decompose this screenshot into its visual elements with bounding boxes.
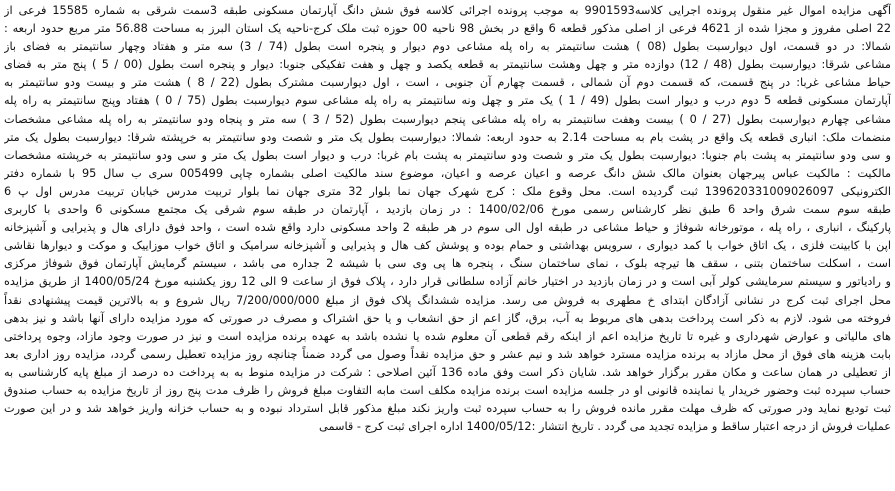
notice-line: مشاعی شرقا: دیوارسبت بطول (48 / 12) دوازده متر و چهل وهشت سانتیمتر به قطعه یکصد و چهل و هفت تفکیکی جنوبا: دیوار و پنجره است بطول (00 / 5 ) پنج متر به فضای	[4, 58, 891, 72]
notice-line: حساب سپرده ثبت وحضور خریدار یا نماینده قانونی او در جلسه مزایده است برنده مزایده مکلف است مابه التفاوت مبلغ فروش را ظرف مدت پنج روز از تاریخ مزایده به حساب صندوق	[4, 383, 891, 397]
notice-line: است ، اسکلت ساختمان بتنی ، سقف ها تیرچه بلوک ، نمای ساختمان سنگ ، پنجره ها پی وی سی با شیشه 2 جداره می باشد ، سیستم گرمایش آپارتمان فوق شوفاژ مرکزی	[4, 257, 891, 271]
notice-line: 22 اصلی مفروز و مجزا شده از 4621 فرعی از اصلی مذکور قطعه 6 واقع در بخش 98 ناحیه 00 حوزه ثبت ملک کرج-ناحیه یک استان البرز به مساحت 56.88 متر مربع حدود اربعه :	[4, 22, 891, 36]
notice-line: ثبت تودیع نماید ودر صورتی که ظرف مهلت مقرر مانده فروش را به حساب سپرده ثبت واریز نکند مبلغ مذکور قابل استرداد نبوده و به حساب خزانه واریز خواهد شد و در این صورت	[4, 402, 891, 416]
notice-line: آپارتمان مسکونی قطعه 5 دوم درب و دیوار است بطول (49 / 1 ) یک متر و چهل ونه سانتیمتر به راه پله مشاعی سوم دیوارسبت بطول (75 / 0 ) هفتاد وپنج سانتیمتر به راه پله	[4, 94, 891, 108]
notice-line: طبقه سوم سمت شرق واحد 6 طبق نظر کارشناس رسمی مورخ 1400/02/06 : در زمان بازدید ، آپارتمان در طبقه سوم شرقی یک مجتمع مسکونی 6 واحدی با کاربری	[4, 203, 891, 217]
notice-line: آگهی مزایده اموال غیر منقول پرونده اجرایی کلاسه9901593 به موجب پرونده اجرائی کلاسه فوق شش دانگ آپارتمان مسکونی طبقه 3سمت شرقی به شماره 15585 فرعی از	[4, 4, 891, 17]
notice-line: فروخته می شود. لازم به ذکر است پرداخت بدهی های مربوط به آب، برق، گاز اعم از حق انشعاب و یا حق اشتراک و مصرف در صورتی که مورد مزایده دارای آنها باشد و نیز بدهی	[4, 311, 891, 325]
notice-line: شمالا: در دو قسمت، اول دیوارسبت بطول (08 ) هشت سانتیمتر به راه پله مشاعی دوم دیوار و پنجره است بطول (74 / 3) سه متر و هفتاد وچهار سانتیمتر به فضای باز	[4, 40, 891, 54]
notice-line: پارکینگ ، انباری ، راه پله ، موتورخانه شوفاژ و حیاط مشاعی در طبقه اول الی سوم در هر طبقه 2 واحد مسکونی دارد واقع شده است ، واحد فوق دارای هال و پذیرایی و آشپزخانه	[4, 221, 891, 235]
notice-line: اپن با کابینت فلزی ، یک اتاق خواب با کمد دیواری ، سرویس بهداشتی و حمام بوده و پوشش کف هال و پذیرایی و آشپزخانه سرامیک و اتاق خواب موزاییک و موکت و دیوارها نقاشی	[4, 239, 891, 253]
notice-line: عملیات فروش از درجه اعتبار ساقط و مزایده تجدید می گردد . تاریخ انتشار :1400/05/12 اداره اجرای ثبت کرج - قاسمی	[319, 420, 891, 434]
notice-line: مشاعی چهارم دیوارسبت بطول (27 / 0 ) بیست وهفت سانتیمتر به راه پله مشاعی پنجم دیوارسبت بطول (52 / 3 ) سه متر و پنجاه ودو سانتیمتر به راه پله مشاعی مشخصات	[4, 112, 891, 126]
notice-line: مالکیت : مالکیت عباس پیرجهان بعنوان مالک شش دانگ عرصه و اعیان عرصه و اعیان، موضوع سند مالکیت اصلی بشماره چاپی 005499 سری ب سال 95 با شماره دفتر	[4, 166, 891, 180]
notice-line: از تعطیلی در همان ساعت و مکان مقرر برگزار خواهد شد. شایان ذکر است وفق ماده 136 آئین اصلاحی : شرکت در مزایده منوط به به پرداخت ده درصد از مبلغ پایه کارشناسی به	[4, 365, 891, 379]
notice-line: و رادیاتور و سیستم سرمایشی کولر آبی است و در زمان بازدید در اختیار خانم آزاده سلطانی قرار دارد ، پلاک فوق از ساعت 9 الی 12 روز یکشنبه مورخ 1400/05/24 از طریق مزایده	[4, 275, 891, 289]
notice-line: های مالیاتی و عوارض شهرداری و غیره تا تاریخ مزایده اعم از اینکه رقم قطعی آن معلوم شده یا نشده باشد به عهده برنده مزایده است و نیز در صورت وجود مازاد، وجوه پرداختی	[4, 329, 891, 343]
notice-line: بابت هزینه های فوق از محل مازاد به برنده مزایده مسترد خواهد شد و نیم عشر و حق مزایده نقداً وصول می گردد ضمناً چنانچه روز مزایده تعطیل رسمی گردد، مزایده روز اداری بعد	[4, 347, 891, 361]
notice-line: الکترونیکی 139620331009026097 ثبت گردیده است. محل وقوع ملک : کرج شهرک جهان نما بلوار 32 متری جهان نما بلوار تربیت مدرس خیابان تربیت مدرس اول پ 6	[4, 184, 891, 198]
notice-line: محل اجرای ثبت کرج در نشانی آزادگان ابتدای خ مطهری به فروش می رسد. مزایده ششدانگ پلاک فوق از مبلغ 7/200/000/000 ریال شروع و به بالاترین قیمت پیشنهادی نقداً	[4, 293, 891, 307]
notice-line: حیاط مشاعی غربا: در پنج قسمت، که قسمت دوم آن شمالی ، قسمت چهارم آن جنوبی ، است ، اول دیوارسبت مشترک بطول (22 / 8 ) هشت متر و بیست ودو سانتیمتر به	[4, 76, 891, 90]
notice-line: منضمات ملک: انباری قطعه یک واقع در پشت بام به مساحت 2.14 به حدود اربعه: شمالا: دیوارسبت بطول یک متر و شصت ودو سانتیمتر به خرپشته شرقا: دیوارسبت بطول یک متر	[4, 130, 891, 144]
notice-line: و سی ودو سانتیمتر به پشت بام جنوبا: دیوارسبت بطول یک متر و شصت ودو سانتیمتر به پشت بام غربا: درب و دیوار است بطول یک متر و سی ودو سانتیمتر به خرپشته مشخصات	[4, 148, 891, 162]
